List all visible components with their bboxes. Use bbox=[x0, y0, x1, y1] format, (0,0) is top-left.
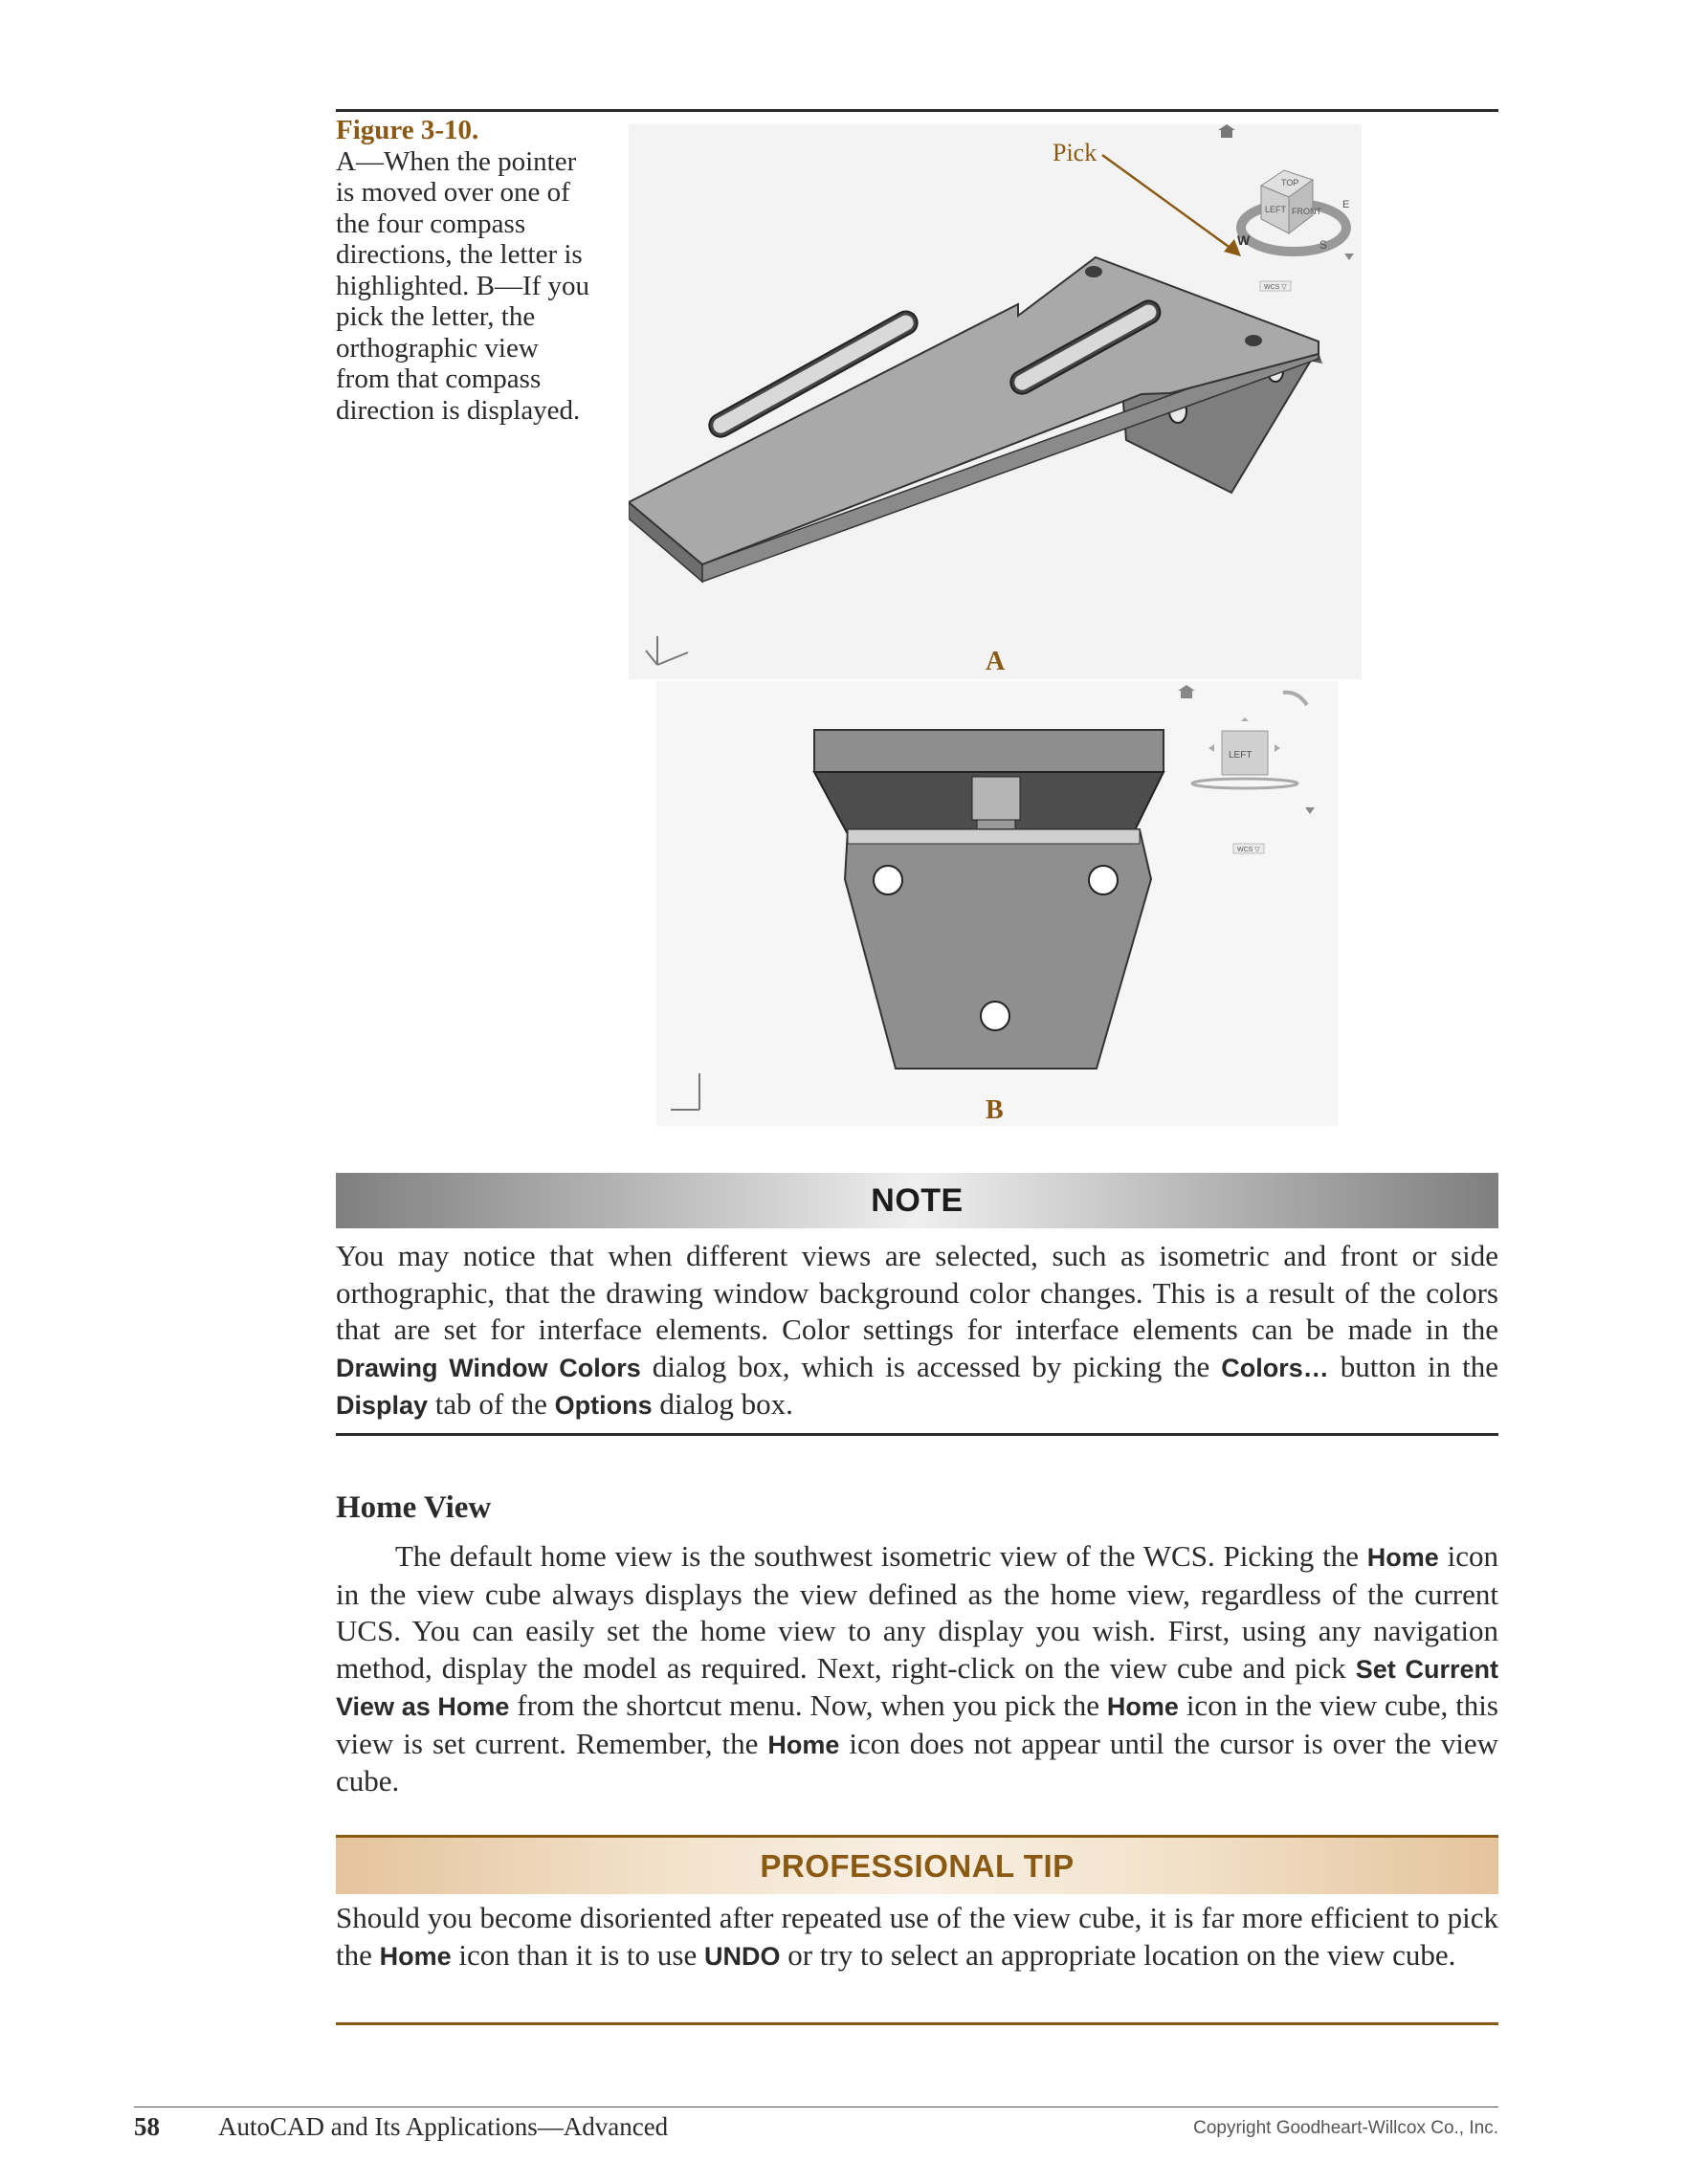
note-text bbox=[336, 1238, 1498, 1424]
compass-s: S bbox=[1319, 238, 1328, 252]
section-text-2: icon in the view cube always displays the view defined as the home view, regardless of the current UCS. You can easily set the home view to any display you wish. First, using any navigation method, display the model as required. Next, right-click on the view cube and pick bbox=[336, 1539, 1499, 1685]
panel-b-letter: B bbox=[986, 1095, 1004, 1125]
top-rule bbox=[336, 109, 1498, 112]
page-number: 58 bbox=[134, 2112, 160, 2141]
cube-top-label: TOP bbox=[1281, 178, 1299, 188]
tip-text-3: or try to select an appropriate location on the view cube. bbox=[780, 1937, 1456, 1972]
tip-bold-undo: UNDO bbox=[703, 1941, 781, 1971]
wcs-label-a: WCS ▽ bbox=[1264, 284, 1287, 291]
note-text-3: button in the bbox=[1328, 1349, 1499, 1383]
tip-text-1: Should you become disoriented after repeated use of the view cube, it is far more efficient to pick the bbox=[336, 1901, 1498, 1972]
panel-a-letter: A bbox=[986, 647, 1006, 676]
section-body bbox=[336, 1538, 1498, 1800]
copyright-notice: Copyright Goodheart-Willcox Co., Inc. bbox=[1193, 2118, 1498, 2138]
bracket-plate-edge bbox=[814, 730, 1164, 772]
note-bottom-rule bbox=[336, 1433, 1498, 1436]
section-text-3: from the shortcut menu. Now, when you pick the bbox=[509, 1688, 1107, 1722]
section-heading: Home View bbox=[336, 1490, 492, 1525]
book-title: AutoCAD and Its Applications—Advanced bbox=[218, 2112, 669, 2141]
note-text-1: You may notice that when different views are selected, such as isometric and front or side orthographic, that the drawing window background color changes. This is a result of the colors that are set for interface elements. Color settings for interface elements can be made in the bbox=[336, 1239, 1498, 1346]
note-text-4: tab of the bbox=[428, 1387, 555, 1421]
note-bold-dialog: Drawing Window Colors bbox=[336, 1353, 641, 1382]
pick-callout-label: Pick bbox=[1053, 139, 1097, 166]
section-text-4: icon in the view cube, this view is set current. Remember, the bbox=[336, 1688, 1498, 1760]
cube-b-left-label: LEFT bbox=[1229, 750, 1253, 761]
section-text-1: The default home view is the southwest isometric view of the WCS. Picking the bbox=[395, 1539, 1367, 1573]
compass-e: E bbox=[1342, 199, 1350, 210]
figure-caption-text: A—When the pointer is moved over one of the four compass directions, the letter is highlighted. B—If you pick the letter, the orthographic view from that compass direction is displayed. bbox=[336, 145, 590, 426]
tip-bottom-rule bbox=[336, 2022, 1498, 2025]
note-bold-button: Colors… bbox=[1221, 1353, 1329, 1382]
section-bold-home-2: Home bbox=[1106, 1692, 1179, 1721]
note-text-2: dialog box, which is accessed by picking the bbox=[640, 1349, 1222, 1383]
note-bold-tab: Display bbox=[336, 1391, 429, 1420]
note-heading: NOTE bbox=[871, 1182, 964, 1219]
section-bold-menu-item: Set Current View as Home bbox=[336, 1654, 1498, 1721]
section-bold-home-3: Home bbox=[767, 1730, 840, 1759]
figure-b-illustration bbox=[656, 681, 1338, 1126]
figure-number: Figure 3-10. bbox=[336, 115, 479, 145]
note-text-5: dialog box. bbox=[652, 1387, 793, 1421]
section-bold-home-1: Home bbox=[1366, 1543, 1439, 1572]
note-bold-options: Options bbox=[554, 1391, 653, 1420]
compass-w: W bbox=[1237, 232, 1251, 248]
note-header-bar bbox=[336, 1173, 1498, 1228]
tip-bold-home: Home bbox=[379, 1941, 452, 1971]
wcs-label-b: WCS ▽ bbox=[1237, 847, 1260, 853]
section-text-5: icon does not appear until the cursor is over the view cube. bbox=[336, 1726, 1498, 1798]
cube-front-label: FRONT bbox=[1292, 207, 1321, 216]
tip-header-bar bbox=[336, 1838, 1498, 1894]
cube-left-label: LEFT bbox=[1265, 205, 1287, 214]
tip-text bbox=[336, 1900, 1498, 1974]
tip-heading: PROFESSIONAL TIP bbox=[760, 1848, 1075, 1884]
figure-caption bbox=[336, 115, 594, 426]
figure-a-illustration bbox=[629, 124, 1362, 679]
tip-text-2: icon than it is to use bbox=[451, 1937, 704, 1972]
